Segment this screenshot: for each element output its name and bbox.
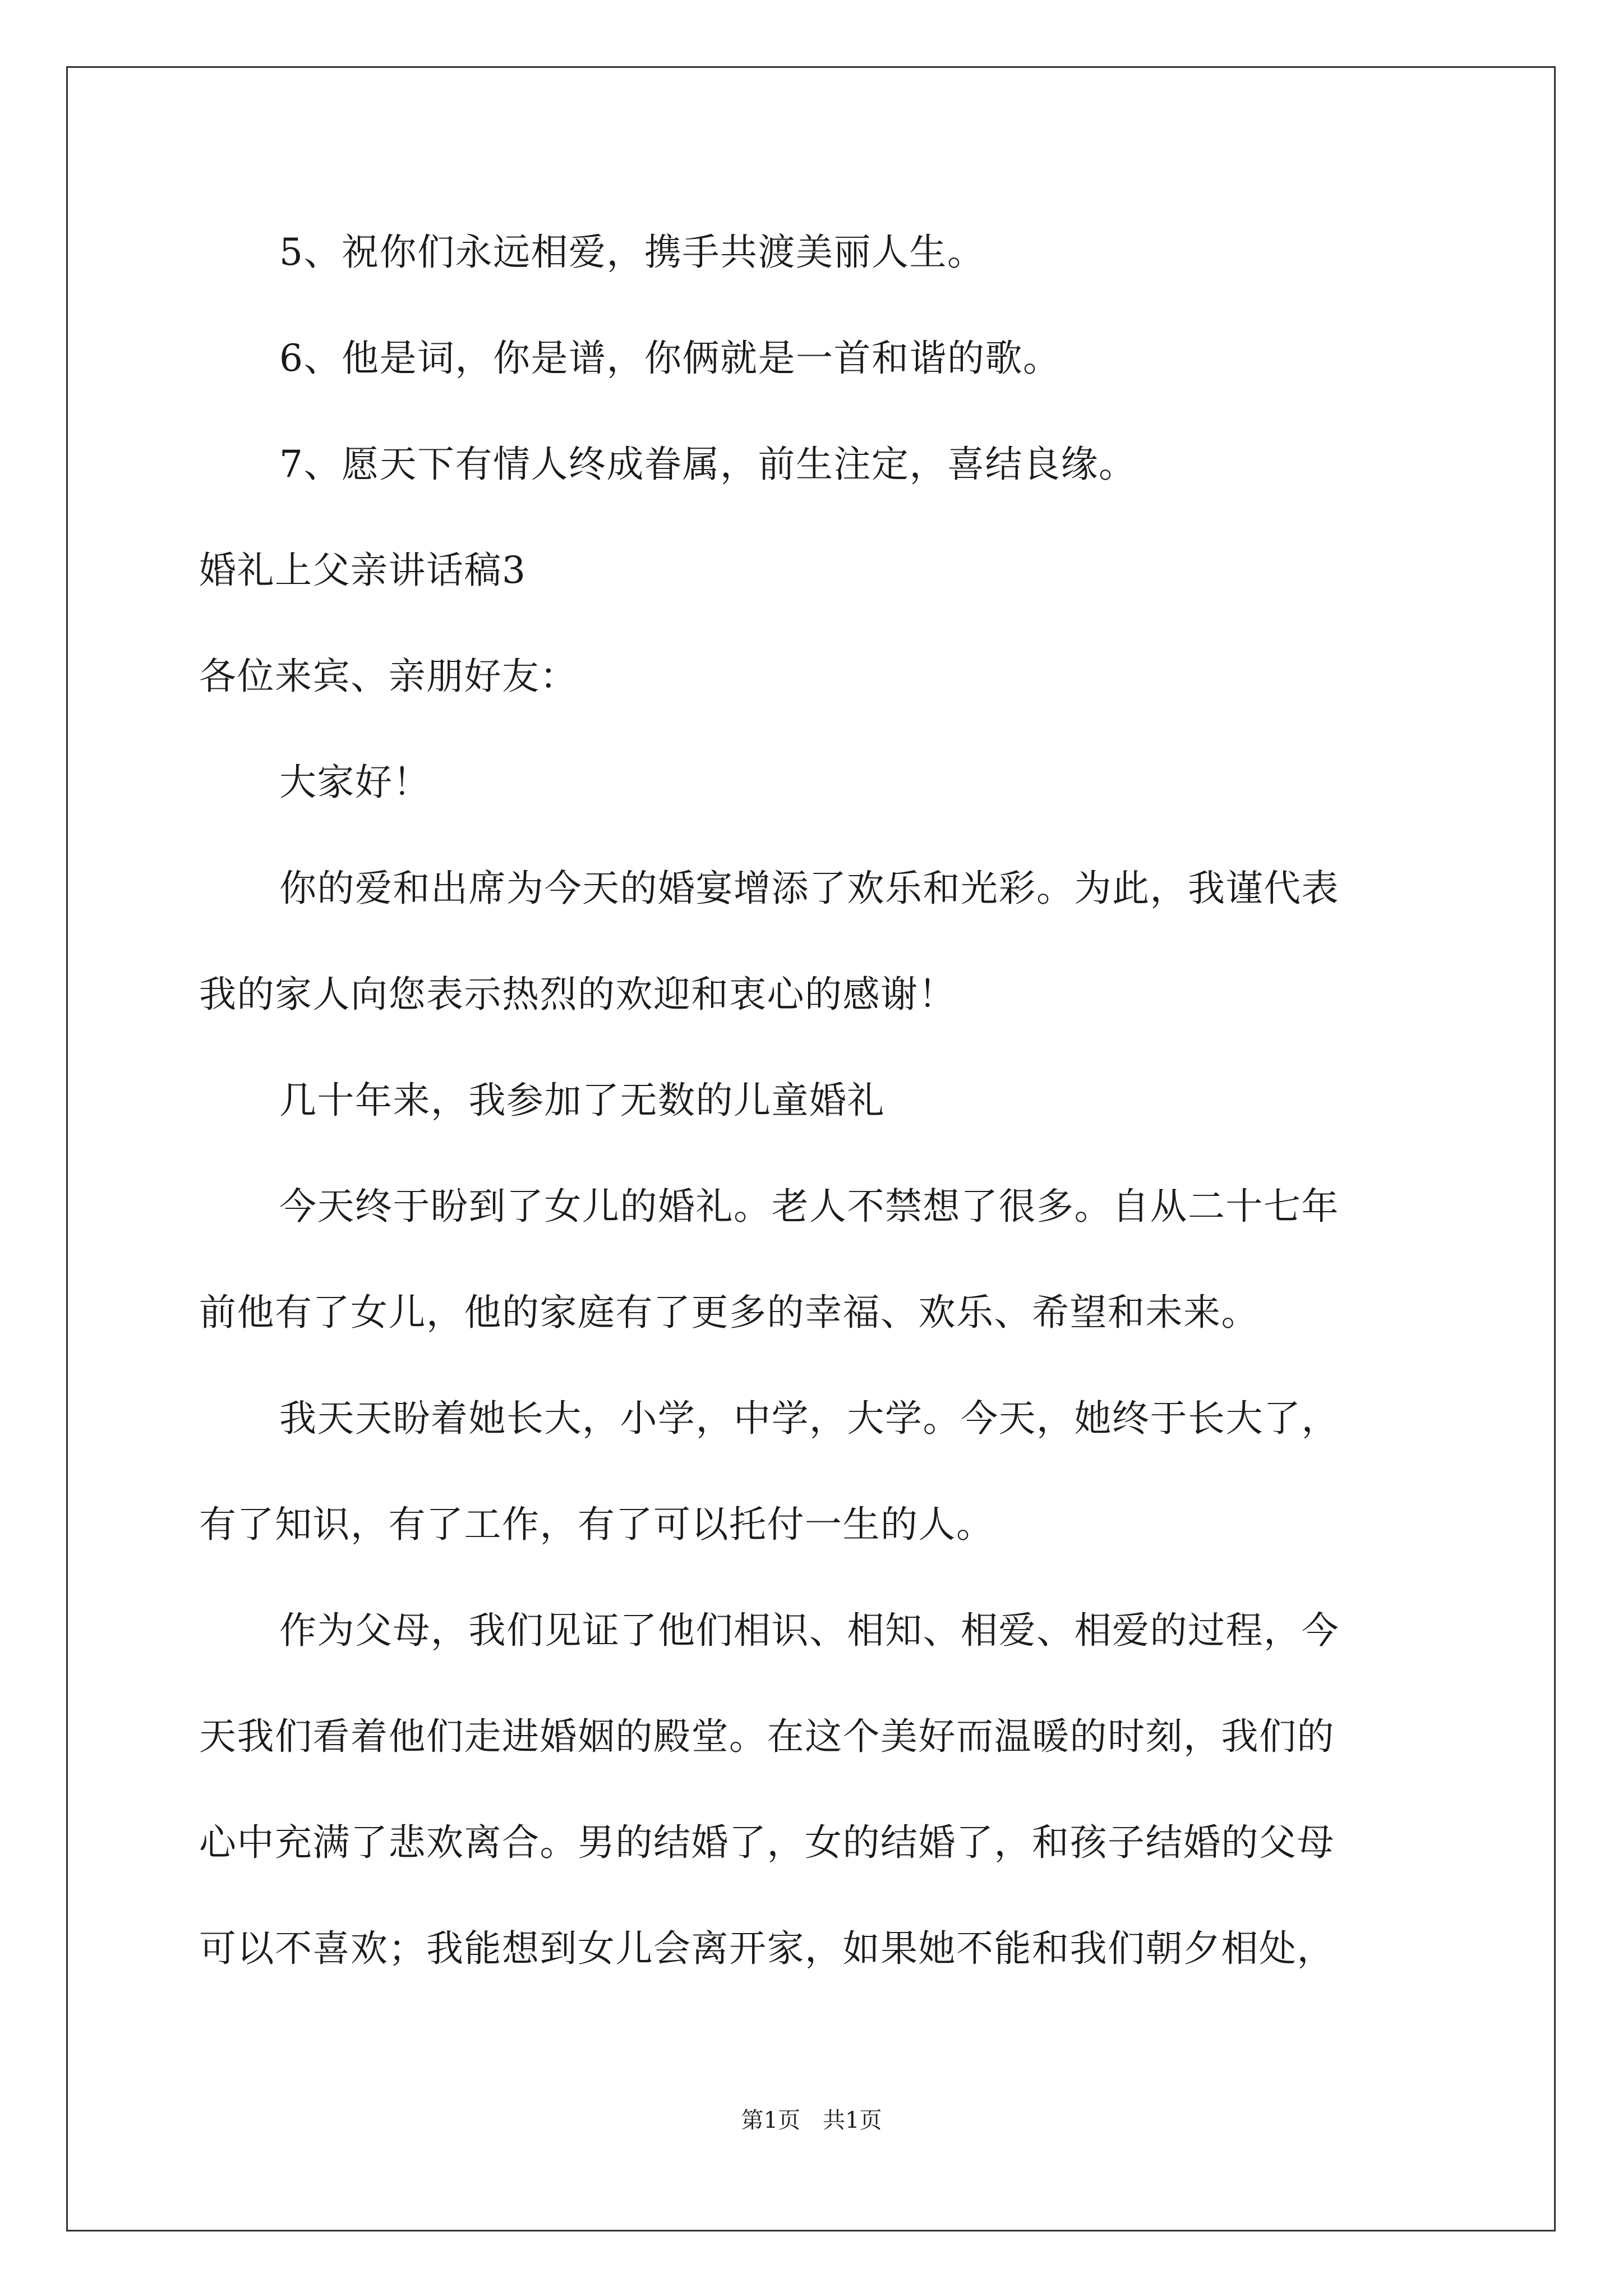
paragraph-line: 你的爱和出席为今天的婚宴增添了欢乐和光彩。为此，我谨代表	[279, 867, 1339, 910]
wish-line-6: 6、他是词，你是谱，你俩就是一首和谐的歌。	[279, 337, 1061, 380]
paragraph-line: 天我们看着他们走进婚姻的殿堂。在这个美好而温暖的时刻，我们的	[199, 1715, 1335, 1758]
greeting: 大家好！	[279, 761, 431, 804]
page-border	[66, 66, 1556, 2231]
page-footer: 第1页 共1页	[741, 2108, 882, 2133]
paragraph-line: 可以不喜欢；我能想到女儿会离开家，如果她不能和我们朝夕相处，	[199, 1927, 1335, 1970]
section-heading: 婚礼上父亲讲话稿3	[199, 549, 527, 592]
wish-line-5: 5、祝你们永远相爱，携手共渡美丽人生。	[279, 231, 985, 274]
salutation: 各位来宾、亲朋好友：	[199, 655, 578, 698]
paragraph-line: 我的家人向您表示热烈的欢迎和衷心的感谢！	[199, 973, 956, 1016]
paragraph-line: 前他有了女儿，他的家庭有了更多的幸福、欢乐、希望和未来。	[199, 1291, 1259, 1334]
paragraph-line: 有了知识，有了工作，有了可以托付一生的人。	[199, 1503, 994, 1546]
paragraph-line: 我天天盼着她长大，小学，中学，大学。今天，她终于长大了，	[279, 1397, 1339, 1440]
paragraph-line: 心中充满了悲欢离合。男的结婚了，女的结婚了，和孩子结婚的父母	[199, 1821, 1335, 1864]
paragraph-line: 今天终于盼到了女儿的婚礼。老人不禁想了很多。自从二十七年	[279, 1185, 1339, 1228]
paragraph-line: 几十年来，我参加了无数的儿童婚礼	[279, 1079, 885, 1122]
paragraph-line: 作为父母，我们见证了他们相识、相知、相爱、相爱的过程，今	[279, 1609, 1339, 1652]
wish-line-7: 7、愿天下有情人终成眷属，前生注定，喜结良缘。	[279, 443, 1137, 486]
